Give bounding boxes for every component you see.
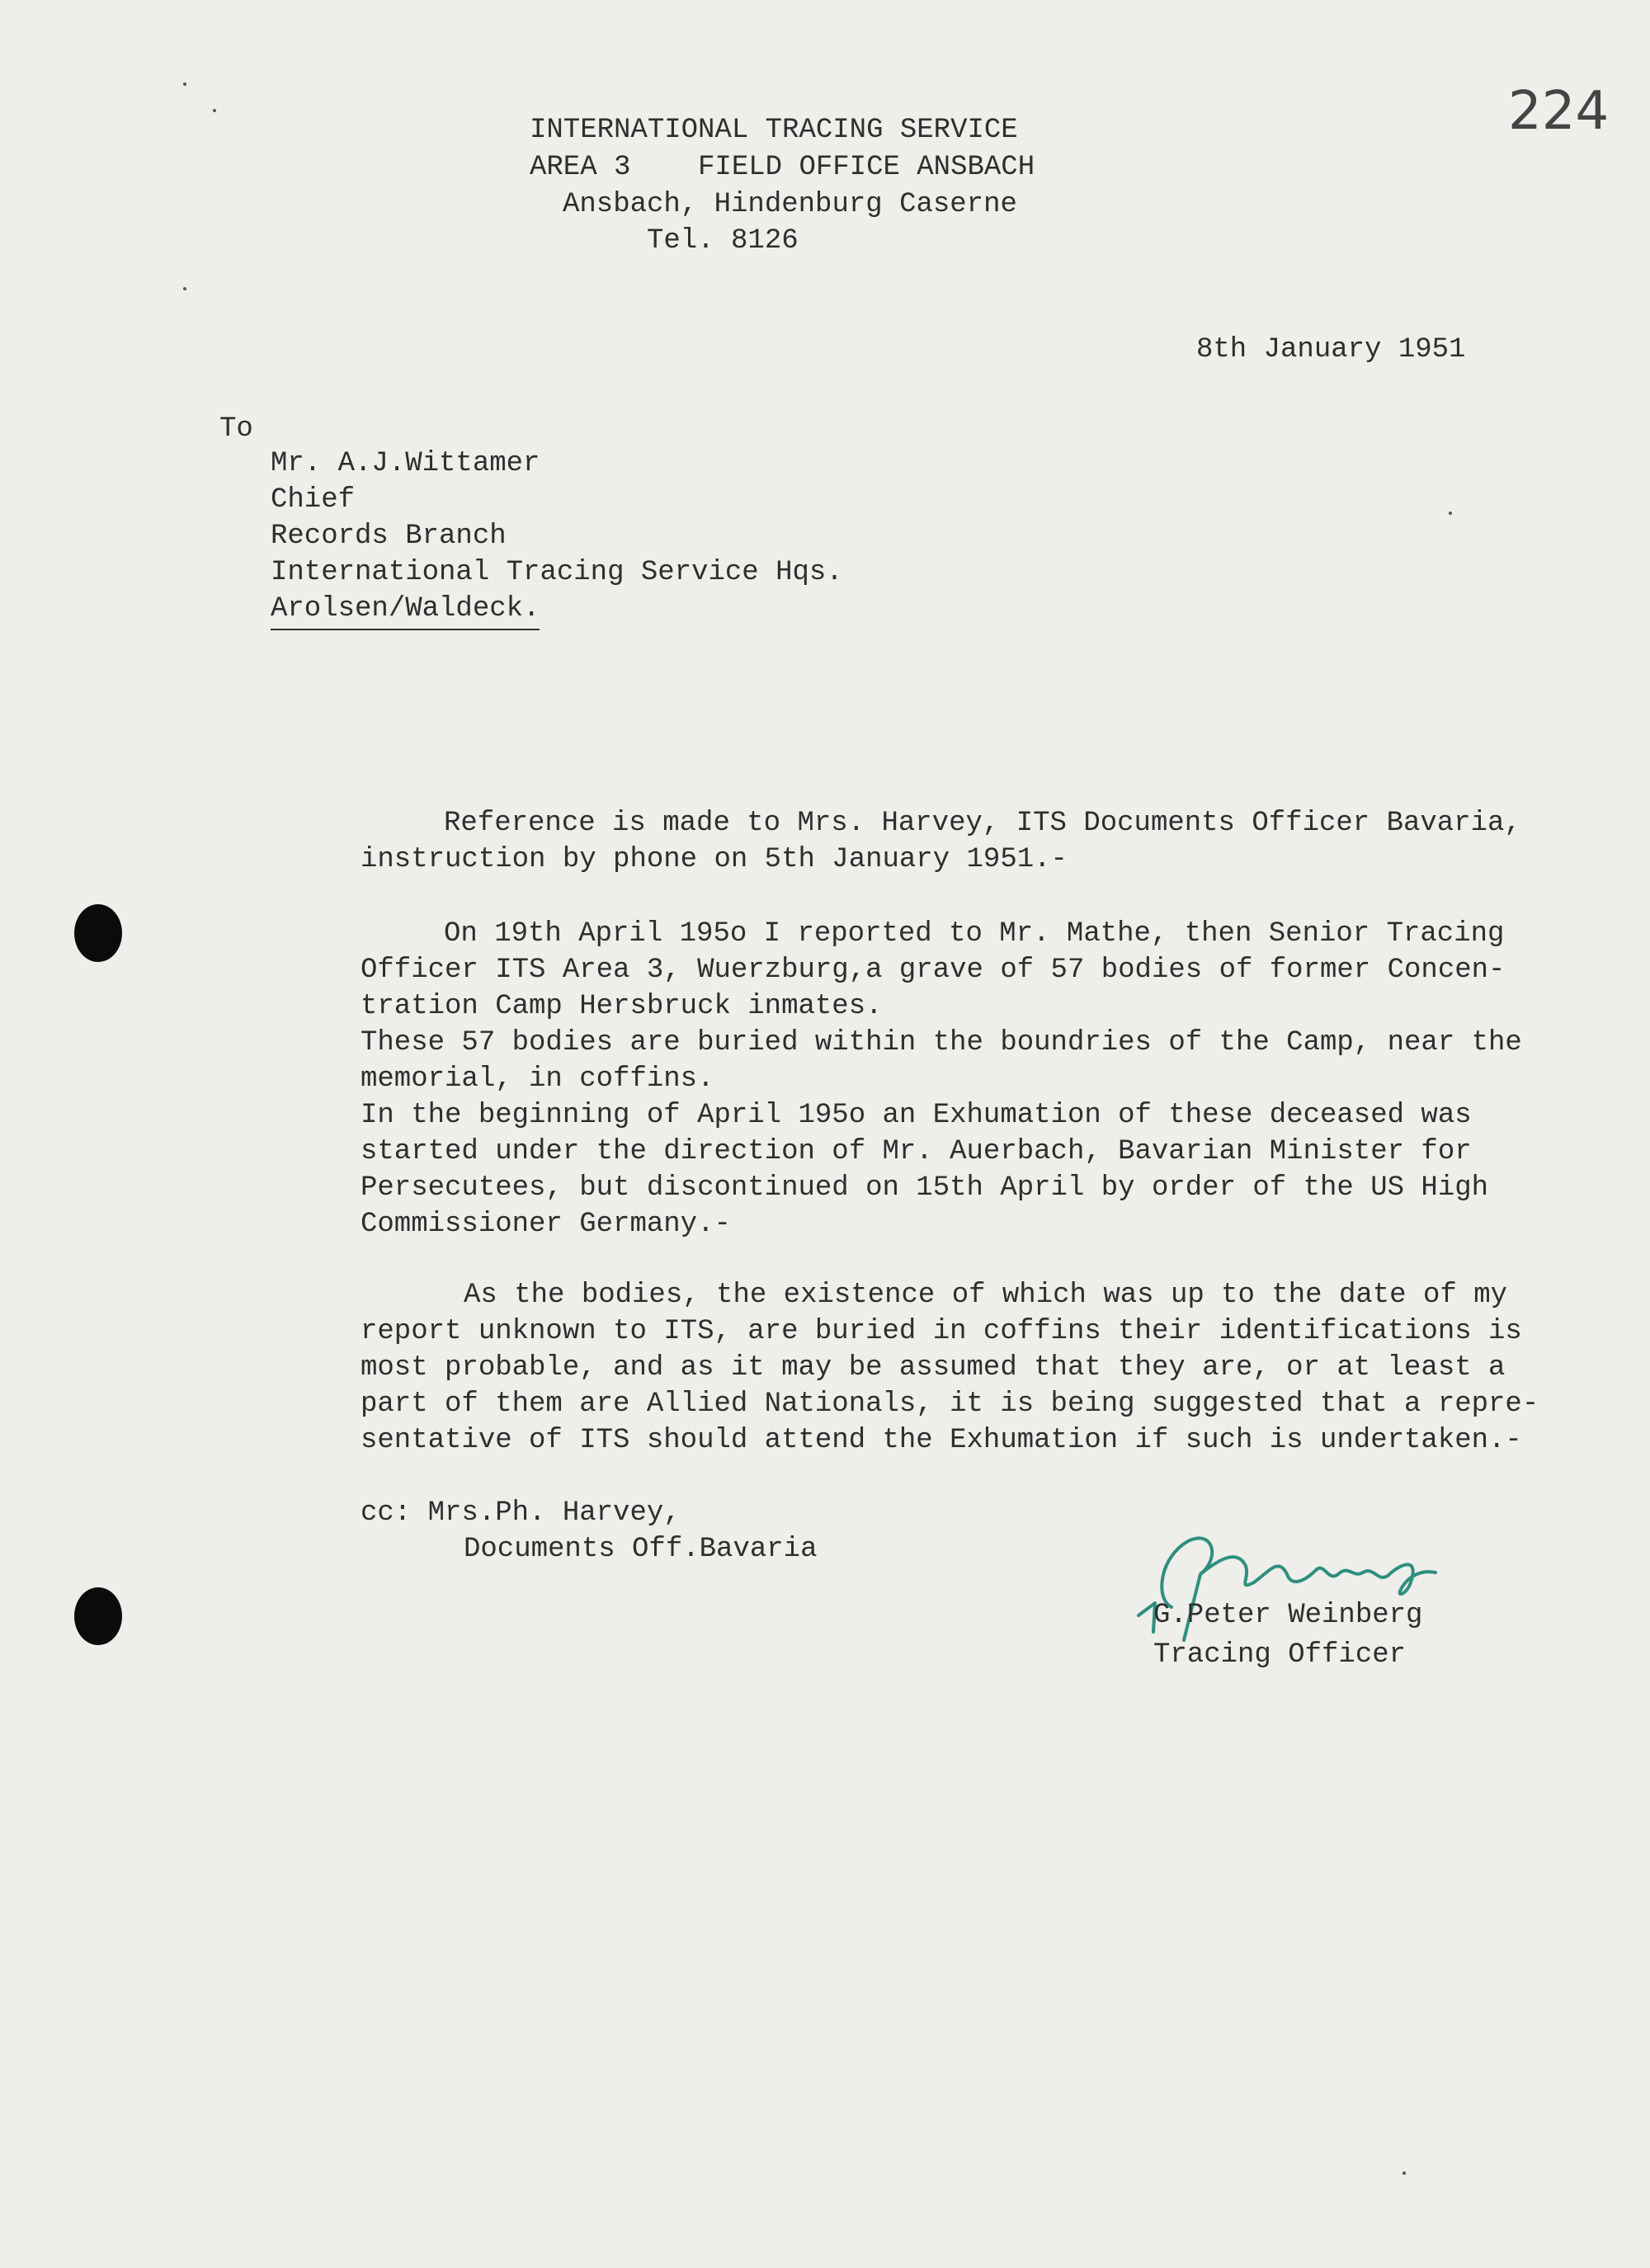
paragraph-line: started under the direction of Mr. Auerbach, Bavarian Minister for	[361, 1136, 1472, 1167]
punch-hole-bottom	[74, 1587, 122, 1645]
addressee-line-4: International Tracing Service Hqs.	[271, 557, 843, 588]
paper-speck	[183, 287, 186, 290]
paragraph-line: On 19th April 195o I reported to Mr. Mathe, then Senior Tracing	[444, 918, 1505, 950]
paragraph-line: As the bodies, the existence of which was up to the date of my	[464, 1280, 1508, 1311]
paragraph-line: part of them are Allied Nationals, it is being suggested that a repre-	[361, 1389, 1539, 1420]
page-number: 224	[1508, 81, 1610, 142]
paragraph-line: Commissioner Germany.-	[361, 1209, 731, 1240]
paragraph-line: sentative of ITS should attend the Exhumation if such is undertaken.-	[361, 1425, 1522, 1456]
addressee-line-3: Records Branch	[271, 521, 507, 552]
addressee-line-2: Chief	[271, 484, 356, 516]
paragraph-line: memorial, in coffins.	[361, 1063, 714, 1095]
paper-speck	[1402, 2171, 1406, 2175]
paragraph-line: Reference is made to Mrs. Harvey, ITS Documents Officer Bavaria,	[444, 808, 1521, 839]
addressee-line-5: Arolsen/Waldeck.	[271, 591, 540, 630]
paragraph-line: In the beginning of April 195o an Exhumation of these deceased was	[361, 1100, 1472, 1131]
paragraph-line: most probable, and as it may be assumed that they are, or at least a	[361, 1352, 1506, 1384]
punch-hole-top	[74, 904, 122, 962]
paragraph-line: These 57 bodies are buried within the boundries of the Camp, near the	[361, 1027, 1522, 1059]
letterhead-line-2: AREA 3 FIELD OFFICE ANSBACH	[530, 152, 1035, 183]
letterhead-line-4: Tel. 8126	[647, 225, 799, 257]
paper-speck	[183, 83, 186, 86]
paragraph-line: report unknown to ITS, are buried in coffins their identifications is	[361, 1316, 1522, 1347]
cc-line-2: Documents Off.Bavaria	[464, 1534, 818, 1565]
addressee-to: To	[219, 413, 253, 445]
paragraph-line: Persecutees, but discontinued on 15th April by order of the US High	[361, 1172, 1489, 1204]
letterhead-line-3: Ansbach, Hindenburg Caserne	[563, 189, 1017, 220]
letter-date: 8th January 1951	[1196, 334, 1466, 365]
letterhead-line-1: INTERNATIONAL TRACING SERVICE	[530, 115, 1018, 146]
cc-line-1: cc: Mrs.Ph. Harvey,	[361, 1497, 681, 1529]
signature-title: Tracing Officer	[1153, 1639, 1407, 1671]
addressee-line-1: Mr. A.J.Wittamer	[271, 448, 540, 479]
paragraph-line: instruction by phone on 5th January 1951.-	[361, 844, 1068, 875]
paragraph-line: tration Camp Hersbruck inmates.	[361, 991, 883, 1022]
paragraph-line: Officer ITS Area 3, Wuerzburg,a grave of 57 bodies of former Concen-	[361, 955, 1506, 986]
paper-speck	[1449, 512, 1452, 515]
paper-speck	[213, 109, 216, 112]
signature-name: G.Peter Weinberg	[1153, 1600, 1423, 1631]
